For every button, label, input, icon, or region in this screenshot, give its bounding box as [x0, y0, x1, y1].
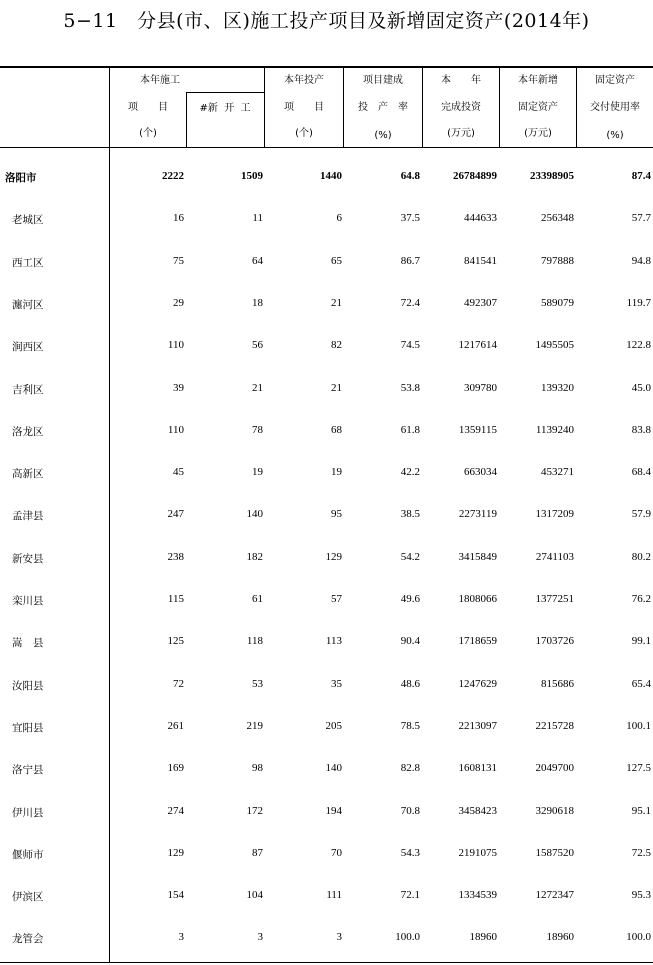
region-name: 老城区 [12, 214, 44, 226]
table-cell: 127.5 [626, 762, 651, 774]
table-cell: 23398905 [530, 170, 574, 182]
table-cell: 110 [167, 339, 184, 351]
header-commissioned-unit: (个) [295, 128, 313, 139]
region-name: 吉利区 [12, 384, 44, 396]
region-name: 宜阳县 [12, 722, 44, 734]
region-name: 嵩 县 [12, 637, 44, 649]
table-cell: 3 [257, 931, 263, 943]
region-name: 栾川县 [12, 595, 44, 607]
table-cell: 83.8 [631, 424, 651, 436]
table-cell: 100.1 [626, 720, 651, 732]
region-name: 涧西区 [12, 341, 44, 353]
table-cell: 48.6 [400, 678, 420, 690]
table-cell: 75 [173, 255, 184, 267]
table-cell: 82 [331, 339, 342, 351]
table-cell: 1334539 [458, 889, 497, 901]
header-new-assets-line2: 固定资产 [518, 102, 558, 113]
table-cell: 219 [246, 720, 263, 732]
table-cell: 82.8 [400, 762, 420, 774]
table-cell: 3 [178, 931, 184, 943]
table-cell: 95.1 [631, 805, 651, 817]
table-cell: 1377251 [535, 593, 574, 605]
table-cell: 49.6 [400, 593, 420, 605]
header-new-assets-line1: 本年新增 [518, 75, 558, 86]
table-cell: 19 [252, 466, 263, 478]
table-cell: 68.4 [631, 466, 651, 478]
table-cell: 68 [331, 424, 342, 436]
table-cell: 94.8 [631, 255, 651, 267]
table-cell: 18960 [546, 931, 574, 943]
table-cell: 100.0 [395, 931, 420, 943]
table-cell: 29 [173, 297, 184, 309]
header-commissioned-line1: 本年投产 [284, 75, 324, 86]
table-cell: 115 [167, 593, 184, 605]
table-cell: 42.2 [400, 466, 420, 478]
table-cell: 2049700 [535, 762, 574, 774]
table-cell: 95.3 [631, 889, 651, 901]
region-name: 孟津县 [12, 510, 44, 522]
header-completion-rate-line1: 项目建成 [363, 75, 403, 86]
header-investment-line1: 本 年 [441, 75, 481, 86]
table-cell: 61.8 [400, 424, 420, 436]
table-cell: 57.7 [631, 212, 651, 224]
table-cell: 1440 [320, 170, 342, 182]
table-cell: 110 [167, 424, 184, 436]
header-completion-rate-line2: 投 产 率 [358, 102, 408, 113]
table-cell: 21 [252, 382, 263, 394]
table-cell: 99.1 [631, 635, 651, 647]
table-cell: 453271 [541, 466, 574, 478]
table-cell: 1718659 [458, 635, 497, 647]
table-cell: 2222 [162, 170, 184, 182]
table-cell: 663034 [464, 466, 497, 478]
table-cell: 274 [167, 805, 184, 817]
table-cell: 72 [173, 678, 184, 690]
table-cell: 21 [331, 297, 342, 309]
table-cell: 80.2 [631, 551, 651, 563]
table-cell: 1495505 [535, 339, 574, 351]
table-cell: 26784899 [453, 170, 497, 182]
table-cell: 76.2 [631, 593, 651, 605]
table-cell: 841541 [464, 255, 497, 267]
table-cell: 1139240 [535, 424, 574, 436]
header-new-construction: #新 开 工 [199, 103, 251, 114]
table-cell: 172 [246, 805, 263, 817]
table-cell: 90.4 [400, 635, 420, 647]
table-cell: 53.8 [400, 382, 420, 394]
table-cell: 205 [325, 720, 342, 732]
table-cell: 444633 [464, 212, 497, 224]
table-cell: 140 [325, 762, 342, 774]
table-cell: 45.0 [631, 382, 651, 394]
table-cell: 256348 [541, 212, 574, 224]
table-cell: 65.4 [631, 678, 651, 690]
table-cell: 72.4 [400, 297, 420, 309]
table-cell: 64 [252, 255, 263, 267]
region-name: 洛阳市 [5, 172, 37, 184]
table-cell: 1703726 [535, 635, 574, 647]
table-cell: 37.5 [400, 212, 420, 224]
header-construction-projects-unit: (个) [139, 128, 157, 139]
table-cell: 140 [246, 508, 263, 520]
header-construction-projects-line2: 项 目 [128, 102, 168, 113]
region-name: 西工区 [12, 257, 44, 269]
header-commissioned-line2: 项 目 [284, 102, 324, 113]
region-name: 高新区 [12, 468, 44, 480]
table-cell: 169 [167, 762, 184, 774]
header-construction-projects-line1: 本年施工 [140, 75, 180, 86]
table-cell: 6 [336, 212, 342, 224]
table-cell: 1217614 [458, 339, 497, 351]
table-cell: 194 [325, 805, 342, 817]
table-cell: 261 [167, 720, 184, 732]
table-cell: 1808066 [458, 593, 497, 605]
region-name: 龙管会 [12, 933, 44, 945]
table-cell: 2273119 [458, 508, 497, 520]
table-cell: 797888 [541, 255, 574, 267]
table-cell: 78.5 [400, 720, 420, 732]
region-name: 洛宁县 [12, 764, 44, 776]
header-new-assets-unit: (万元) [524, 128, 552, 139]
table-cell: 104 [246, 889, 263, 901]
table-cell: 3415849 [458, 551, 497, 563]
new-construction-subheader-box [186, 92, 264, 148]
header-delivery-rate-line1: 固定资产 [595, 75, 635, 86]
table-cell: 86.7 [400, 255, 420, 267]
table-cell: 72.5 [631, 847, 651, 859]
table-cell: 54.3 [400, 847, 420, 859]
table-cell: 154 [167, 889, 184, 901]
table-cell: 3290618 [535, 805, 574, 817]
table-cell: 72.1 [400, 889, 420, 901]
table-cell: 815686 [541, 678, 574, 690]
table-cell: 70 [331, 847, 342, 859]
page-title: 5−11 分县(市、区)施工投产项目及新增固定资产(2014年) [63, 10, 590, 32]
table-cell: 54.2 [400, 551, 420, 563]
table-cell: 100.0 [626, 931, 651, 943]
table-top-rule [0, 66, 653, 68]
table-cell: 2213097 [458, 720, 497, 732]
table-cell: 2191075 [458, 847, 497, 859]
table-cell: 45 [173, 466, 184, 478]
table-cell: 74.5 [400, 339, 420, 351]
table-cell: 3 [336, 931, 342, 943]
table-cell: 2741103 [535, 551, 574, 563]
table-cell: 1359115 [458, 424, 497, 436]
table-cell: 1247629 [458, 678, 497, 690]
region-name: 洛龙区 [12, 426, 44, 438]
table-bottom-rule [0, 962, 653, 963]
region-name: 汝阳县 [12, 680, 44, 692]
table-cell: 21 [331, 382, 342, 394]
table-cell: 38.5 [400, 508, 420, 520]
table-cell: 2215728 [535, 720, 574, 732]
table-cell: 139320 [541, 382, 574, 394]
table-cell: 95 [331, 508, 342, 520]
header-investment-unit: (万元) [447, 128, 475, 139]
table-cell: 111 [326, 889, 342, 901]
table-cell: 64.8 [400, 170, 420, 182]
column-divider [109, 67, 110, 963]
table-cell: 129 [325, 551, 342, 563]
table-cell: 65 [331, 255, 342, 267]
header-completion-rate-unit: (%) [374, 130, 392, 141]
table-cell: 589079 [541, 297, 574, 309]
table-cell: 11 [252, 212, 263, 224]
table-cell: 18 [252, 297, 263, 309]
table-cell: 35 [331, 678, 342, 690]
header-bottom-rule [0, 147, 653, 148]
table-cell: 247 [167, 508, 184, 520]
table-cell: 492307 [464, 297, 497, 309]
table-cell: 19 [331, 466, 342, 478]
region-name: 新安县 [12, 553, 44, 565]
table-cell: 87 [252, 847, 263, 859]
table-cell: 18960 [469, 931, 497, 943]
table-cell: 53 [252, 678, 263, 690]
table-cell: 182 [246, 551, 263, 563]
table-cell: 87.4 [631, 170, 651, 182]
table-cell: 122.8 [626, 339, 651, 351]
header-delivery-rate-line2: 交付使用率 [590, 102, 640, 113]
region-name: 偃师市 [12, 849, 44, 861]
table-cell: 1608131 [458, 762, 497, 774]
region-name: 伊滨区 [12, 891, 44, 903]
table-cell: 16 [173, 212, 184, 224]
table-cell: 3458423 [458, 805, 497, 817]
table-cell: 113 [325, 635, 342, 647]
region-name: 伊川县 [12, 807, 44, 819]
table-cell: 125 [167, 635, 184, 647]
table-cell: 70.8 [400, 805, 420, 817]
table-cell: 1509 [241, 170, 263, 182]
table-cell: 57 [331, 593, 342, 605]
table-cell: 119.7 [626, 297, 651, 309]
table-cell: 309780 [464, 382, 497, 394]
table-cell: 57.9 [631, 508, 651, 520]
table-cell: 238 [167, 551, 184, 563]
table-cell: 118 [246, 635, 263, 647]
region-name: 瀍河区 [12, 299, 44, 311]
table-cell: 1317209 [535, 508, 574, 520]
table-cell: 1272347 [535, 889, 574, 901]
table-cell: 1587520 [535, 847, 574, 859]
table-cell: 78 [252, 424, 263, 436]
header-investment-line2: 完成投资 [441, 102, 481, 113]
table-cell: 56 [252, 339, 263, 351]
header-delivery-rate-unit: (%) [606, 130, 624, 141]
table-cell: 61 [252, 593, 263, 605]
table-cell: 98 [252, 762, 263, 774]
table-cell: 39 [173, 382, 184, 394]
table-cell: 129 [167, 847, 184, 859]
